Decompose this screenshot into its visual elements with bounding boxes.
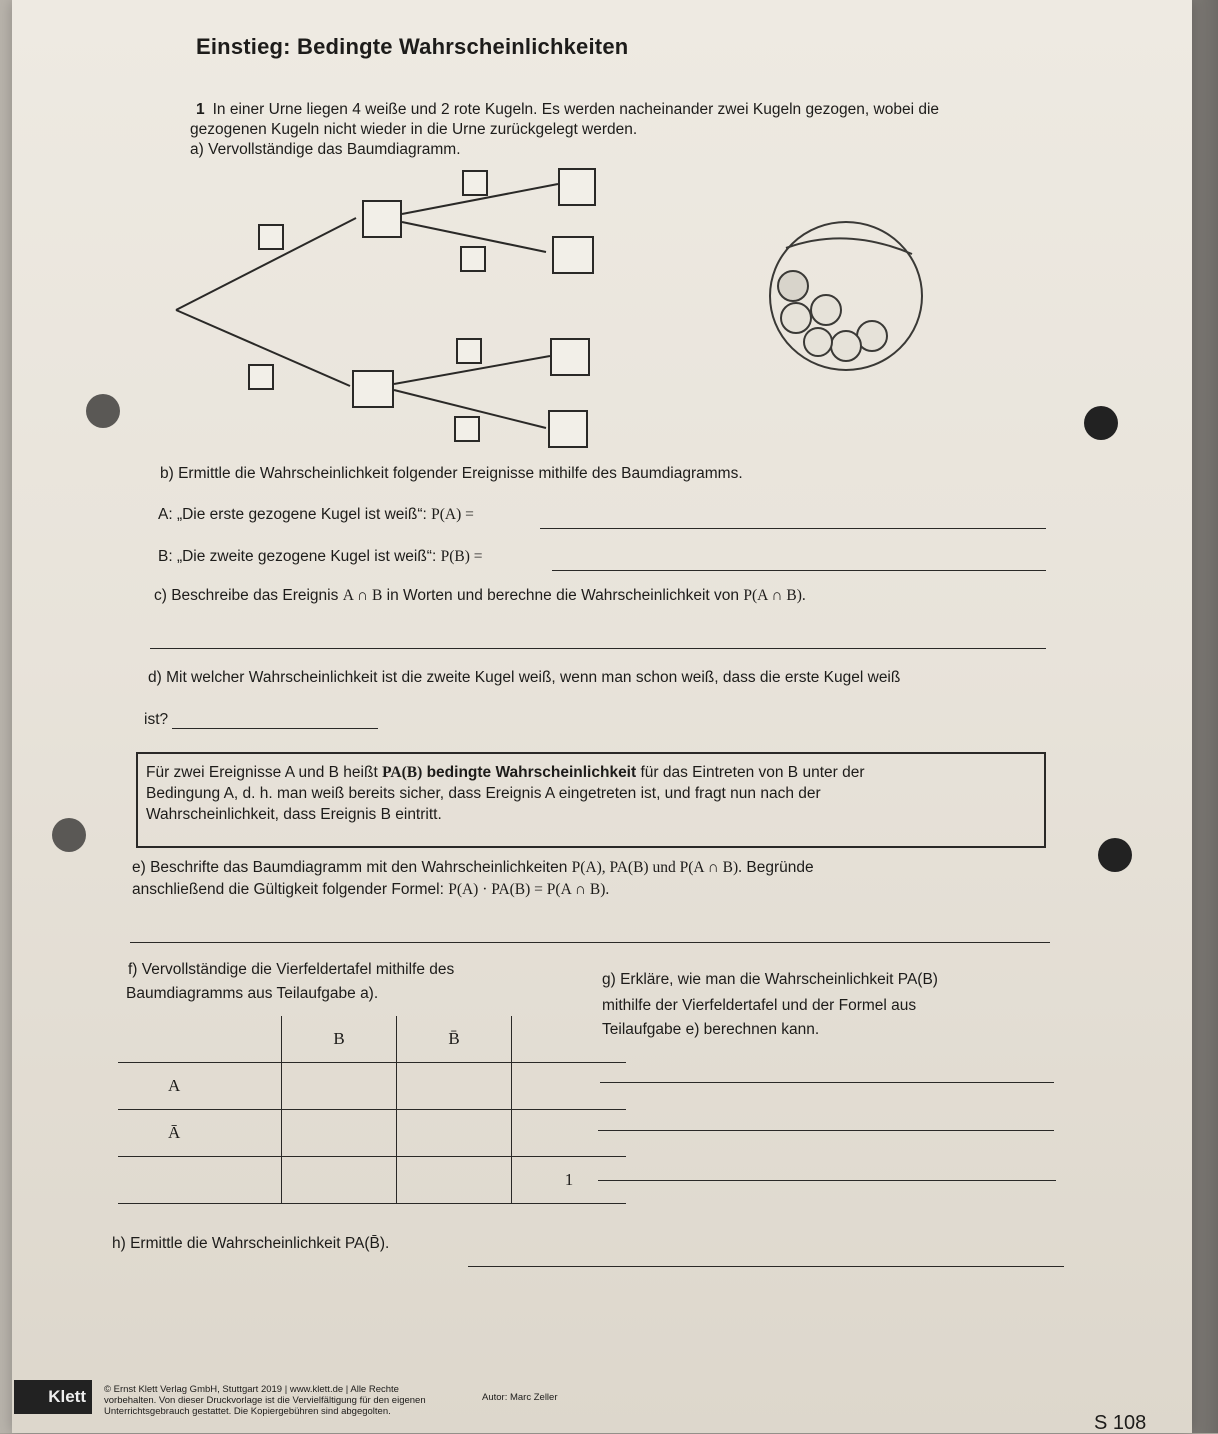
subtask-c-text2: in Worten und berechne die Wahrscheinlichkeit von (386, 587, 740, 604)
subtask-c-formula1: A ∩ B (342, 587, 383, 604)
subtask-f-line-1: f) Vervollständige die Vierfeldertafel mithilfe des (128, 961, 455, 978)
definition-line-1 (146, 762, 1036, 783)
tree-box-level2-label[interactable] (454, 416, 480, 442)
answer-line-e[interactable] (130, 942, 1050, 943)
subtask-e-formula-2: P(A) · PA(B) = P(A ∩ B). (448, 881, 610, 898)
answer-line-g[interactable] (598, 1180, 1056, 1181)
event-a-label: A: „Die erste gezogene Kugel ist weiß“: (158, 506, 427, 523)
table-cell-total: 1 (512, 1157, 627, 1204)
tree-box-level2-label[interactable] (456, 338, 482, 364)
definition-line-1-start: Für zwei Ereignisse A und B heißt (146, 764, 378, 781)
definition-box (136, 752, 1046, 848)
table-cell[interactable] (282, 1063, 397, 1110)
tree-box-level2[interactable] (558, 168, 596, 206)
tree-box-level1-bottom[interactable] (352, 370, 394, 408)
subtask-d-line-1: d) Mit welcher Wahrscheinlichkeit ist die zweite Kugel weiß, wenn man schon weiß, dass die erste Kugel weiß (148, 669, 901, 686)
subtask-b: b) Ermittle die Wahrscheinlichkeit folgender Ereignisse mithilfe des Baumdiagramms. (160, 465, 743, 482)
definition-line-3: Wahrscheinlichkeit, dass Ereignis B eintritt. (146, 806, 442, 823)
answer-line-p-a[interactable] (540, 528, 1046, 529)
answer-line-d[interactable] (172, 728, 378, 729)
urn-illustration (770, 222, 922, 370)
table-row (118, 1157, 626, 1204)
tree-box-level1-top-label[interactable] (258, 224, 284, 250)
page-title: Einstieg: Bedingte Wahrscheinlichkeiten (196, 34, 629, 59)
subtask-e-end: Begründe (746, 859, 814, 876)
table-row (118, 1110, 626, 1157)
copyright-line-3: Unterrichtsgebrauch gestattet. Die Kopiergebühren sind abgegolten. (104, 1406, 391, 1417)
subtask-e-line-2 (132, 880, 609, 899)
tree-diagram (0, 0, 1218, 460)
table-header-b: B (282, 1016, 397, 1063)
table-cell[interactable] (397, 1063, 512, 1110)
klett-logo: Klett (14, 1380, 92, 1414)
table-header-bbar: B̄ (397, 1016, 512, 1063)
vierfeldertafel (118, 1016, 626, 1204)
subtask-e-formula: P(A), PA(B) und P(A ∩ B). (571, 859, 743, 876)
page-number: S 108 (1094, 1412, 1147, 1434)
answer-line-g[interactable] (600, 1082, 1054, 1083)
subtask-g-line-2: mithilfe der Vierfeldertafel und der Formel aus (602, 997, 917, 1014)
subtask-a: a) Vervollständige das Baumdiagramm. (190, 141, 461, 158)
event-b-row (158, 547, 483, 566)
punch-hole (1098, 838, 1132, 872)
definition-formula: PA(B) (382, 764, 423, 781)
table-cell[interactable] (512, 1110, 627, 1157)
subtask-h: h) Ermittle die Wahrscheinlichkeit PA(B̄). (112, 1235, 390, 1252)
definition-line-1-end: für das Eintreten von B unter der (640, 764, 865, 781)
table-row (118, 1063, 626, 1110)
definition-term: bedingte Wahrscheinlichkeit (426, 764, 637, 781)
event-a-row (158, 505, 474, 524)
tree-box-level2[interactable] (552, 236, 594, 274)
table-cell[interactable] (397, 1110, 512, 1157)
table-cell[interactable] (397, 1157, 512, 1204)
subtask-g-line-1: g) Erkläre, wie man die Wahrscheinlichkeit PA(B) (602, 971, 938, 988)
table-cell[interactable] (282, 1110, 397, 1157)
table-cell[interactable] (282, 1157, 397, 1204)
answer-line-g[interactable] (598, 1130, 1054, 1131)
table-row-abar: Ā (118, 1110, 282, 1157)
intro-line-1: In einer Urne liegen 4 weiße und 2 rote Kugeln. Es werden nacheinander zwei Kugeln gezogen, wobei die (212, 101, 940, 118)
copyright-line-1: © Ernst Klett Verlag GmbH, Stuttgart 2019 | www.klett.de | Alle Rechte (104, 1384, 399, 1395)
table-row-a: A (118, 1063, 282, 1110)
subtask-c-text: c) Beschreibe das Ereignis (154, 587, 339, 604)
table-row (118, 1016, 626, 1063)
copyright-line-2: vorbehalten. Von dieser Druckvorlage ist die Vervielfältigung für den eigenen (104, 1395, 426, 1406)
subtask-e-text: e) Beschrifte das Baumdiagramm mit den Wahrscheinlichkeiten (132, 859, 568, 876)
tree-box-level1-top[interactable] (362, 200, 402, 238)
event-b-label: B: „Die zweite gezogene Kugel ist weiß“: (158, 548, 437, 565)
subtask-g-line-3: Teilaufgabe e) berechnen kann. (602, 1021, 820, 1038)
definition-line-2: Bedingung A, d. h. man weiß bereits sicher, dass Ereignis A eingetreten ist, und fragt nun nach der (146, 785, 821, 802)
answer-line-c[interactable] (150, 648, 1046, 649)
subtask-c (154, 586, 806, 605)
task-number: 1 (196, 101, 205, 118)
table-cell[interactable] (512, 1063, 627, 1110)
table-cell[interactable] (118, 1157, 282, 1204)
subtask-c-formula2: P(A ∩ B). (743, 587, 806, 604)
answer-line-p-b[interactable] (552, 570, 1046, 571)
subtask-f-line-2: Baumdiagramms aus Teilaufgabe a). (126, 985, 379, 1002)
subtask-e-line-1 (132, 858, 814, 877)
tree-box-level2-label[interactable] (462, 170, 488, 196)
author: Autor: Marc Zeller (482, 1392, 558, 1403)
tree-box-level2[interactable] (548, 410, 588, 448)
event-b-formula: P(B) = (440, 548, 483, 565)
subtask-e-text-2: anschließend die Gültigkeit folgender Formel: (132, 881, 444, 898)
tree-box-level1-bottom-label[interactable] (248, 364, 274, 390)
subtask-d-line-2: ist? (144, 711, 169, 728)
event-a-formula: P(A) = (431, 506, 474, 523)
intro-line-2: gezogenen Kugeln nicht wieder in die Urne zurückgelegt werden. (190, 121, 638, 138)
punch-hole (52, 818, 86, 852)
answer-line-h[interactable] (468, 1266, 1064, 1267)
tree-box-level2-label[interactable] (460, 246, 486, 272)
tree-box-level2[interactable] (550, 338, 590, 376)
table-cell-corner (118, 1016, 282, 1063)
